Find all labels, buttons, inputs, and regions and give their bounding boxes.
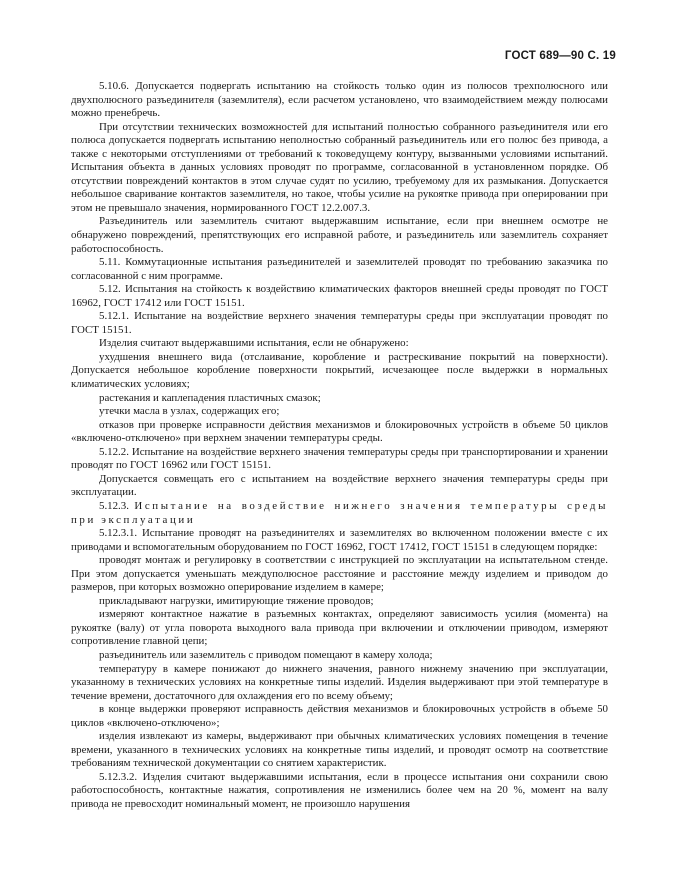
paragraph: 5.12.2. Испытание на воздействие верхнего значения температуры среды при транспортировании и хранении проводят по ГОСТ 16962 или ГОСТ 15151. [71, 445, 608, 472]
list-item: в конце выдержки проверяют исправность действия механизмов и блокировочных устройств в объеме 50 циклов «включено-отключено»; [71, 703, 608, 729]
paragraph: 5.12. Испытания на стойкость к воздействию климатических факторов внешней среды проводят по ГОСТ 16962, ГОСТ 17412 или ГОСТ 15151. [71, 283, 608, 309]
paragraph: 5.10.6. Допускается подвергать испытанию на стойкость только один из полюсов трехполюсного или двухполюсного разъединителя (заземлителя), если расчетом установлено, что взаимодействием между полюсами можно пренебречь. [71, 80, 608, 120]
paragraph: 5.12.3.1. Испытание проводят на разъединителях и заземлителях во включенном положении вместе с их приводами и вспомогательным оборудованием по ГОСТ 16962, ГОСТ 17412, ГОСТ 15151 в следующем порядке: [71, 527, 608, 553]
page-header: ГОСТ 689—90 С. 19 [504, 50, 616, 62]
paragraph: При отсутствии технических возможностей для испытаний полностью собранного разъединителя или его полюса допускается подвергать испытанию неполностью собранный разъединитель или его полюс без привода, а также с некоторыми отступлениями от требований к токоведущему контуру, вызванными условиями испытаний. Испытания объекта в данных условиях проводят по программе, согласованной в установленном порядке. Об отсутствии повреждений контактов в этом случае судят по усилию, требуемому для их размыкания. Допускается небольшое сваривание контактов заземлителя, но такое, чтобы усилие на рукоятке привода при оперировании при этом не превышало значения, нормированного ГОСТ 12.2.007.3. [71, 120, 608, 214]
list-item: измеряют контактное нажатие в разъемных контактах, определяют зависимость усилия (момента) на рукоятке (валу) от угла поворота выходного вала привода при включении и отключении приводом, измеряют сопротивление главной цепи; [71, 608, 608, 648]
list-item: разъединитель или заземлитель с приводом помещают в камеру холода; [99, 648, 433, 661]
paragraph: 5.12.3.2. Изделия считают выдержавшими испытания, если в процессе испытания они сохранили свою работоспособность, контактные нажатия, сопротивления не изменились более чем на 20 %, момент на валу привода не превосходит номинальный момент, не произошло нарушения [71, 770, 608, 810]
list-item: растекания и каплепадения пластичных смазок; [99, 391, 321, 404]
paragraph: Изделия считают выдержавшими испытания, если не обнаружено: [99, 337, 409, 350]
list-item: прикладывают нагрузки, имитирующие тяжение проводов; [99, 594, 374, 607]
section-number: 5.12.3. [99, 499, 129, 512]
paragraph: 5.12.1. Испытание на воздействие верхнего значения температуры среды при эксплуатации проводят по ГОСТ 15151. [71, 310, 608, 336]
paragraph: 5.11. Коммутационные испытания разъединителей и заземлителей проводят по требованию заказчика по согласованной с ним программе. [71, 256, 608, 282]
paragraph: Допускается совмещать его с испытанием на воздействие верхнего значения температуры среды при эксплуатации. [71, 472, 608, 499]
list-item: проводят монтаж и регулировку в соответствии с инструкцией по эксплуатации на испытательном стенде. При этом допускается уменьшать междуполюсное расстояние и расстояние между изделием и приводом до размеров, при которых возможно оперирование изделием в камере; [71, 554, 608, 594]
section-heading [71, 500, 608, 527]
list-item: изделия извлекают из камеры, выдерживают при обычных климатических условиях помещения в течение времени, указанного в технических условиях на конкретные типы изделий, и проводят осмотр на соответствие требованиям технической документации со снятием характеристик. [71, 730, 608, 770]
list-item: температуру в камере понижают до нижнего значения, равного нижнему значению при эксплуатации, указанному в технических условиях на конкретные типы изделий. Изделия выдерживают при этой температуре в течение времени, достаточного для охлаждения его по всему объему; [71, 662, 608, 702]
paragraph: Разъединитель или заземлитель считают выдержавшим испытание, если при внешнем осмотре не обнаружено повреждений, препятствующих его исправной работе, и разъединитель или заземлитель сохраняет работоспособность. [71, 215, 608, 255]
list-item: отказов при проверке исправности действия механизмов и блокировочных устройств в объеме 50 циклов «включено-отключено» при верхнем значении температуры среды. [71, 418, 608, 445]
list-item: ухудшения внешнего вида (отслаивание, коробление и растрескивание покрытий на поверхности). Допускается небольшое коробление поверхности покрытий, исчезающее после выдержки в нормальных климатических условиях; [71, 350, 608, 391]
document-body [71, 80, 608, 812]
list-item: утечки масла в узлах, содержащих его; [99, 405, 280, 418]
section-title: Испытание на воздействие нижнего значения температуры среды при эксплуатации [71, 499, 608, 526]
